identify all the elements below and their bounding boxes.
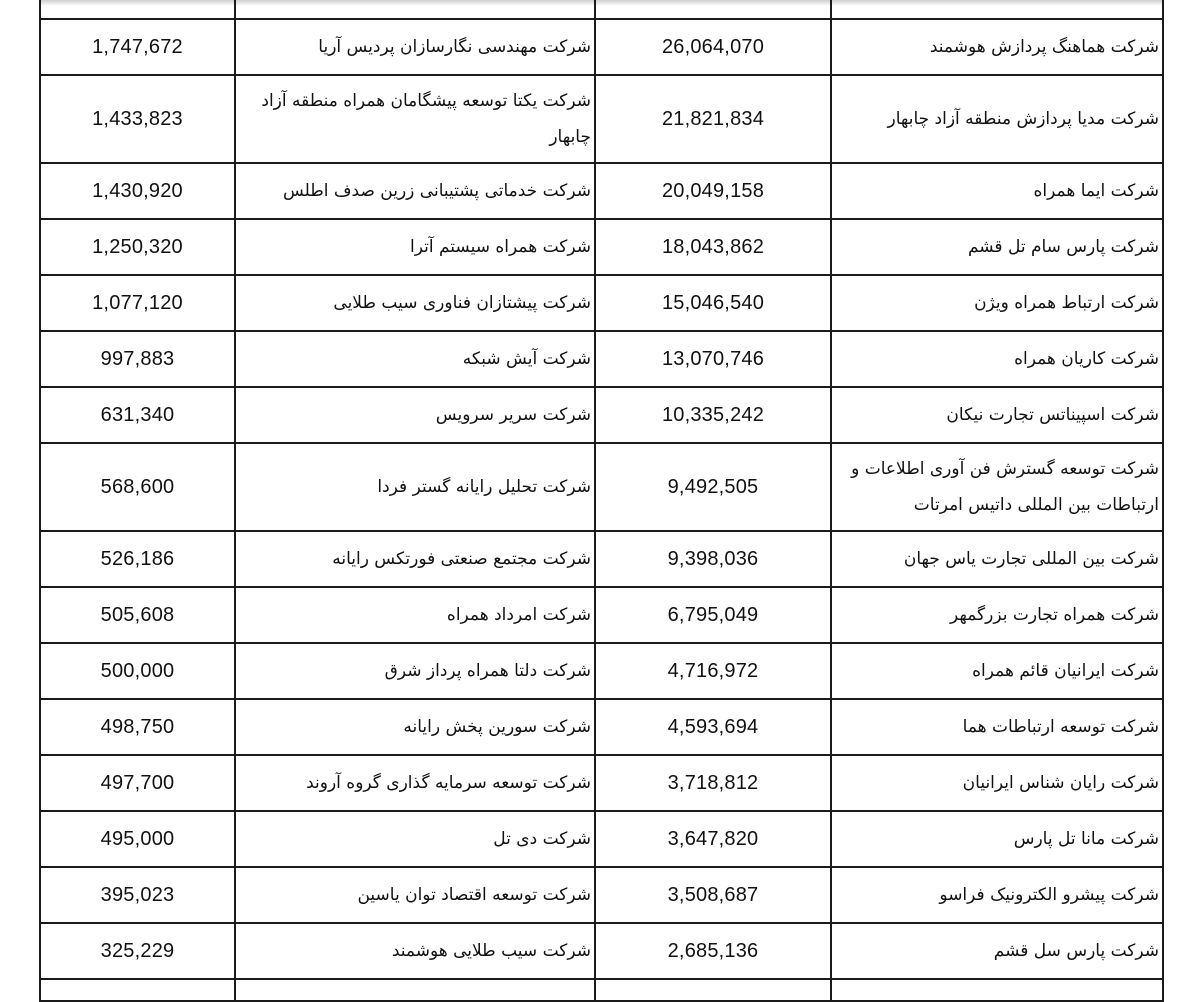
- company-name-cell: شرکت مدیا پردازش منطقه آزاد چابهار: [831, 75, 1163, 163]
- company-name-cell: شرکت اسپیناتس تجارت نیکان: [831, 387, 1163, 443]
- table-row: [40, 755, 1163, 811]
- table-row: [40, 0, 1163, 19]
- company-name-cell: شرکت مجتمع صنعتی فورتکس رایانه: [235, 531, 595, 587]
- company-name-cell: شرکت مهندسی نگارسازان پردیس آریا: [235, 19, 595, 75]
- company-name-cell: شرکت همراه سیستم آترا: [235, 219, 595, 275]
- table-row: [40, 75, 1163, 163]
- company-name-cell: شرکت توسعه ارتباطات هما: [831, 699, 1163, 755]
- company-name-cell: شرکت آیش شبکه: [235, 331, 595, 387]
- amount-cell: 9,398,036: [595, 531, 831, 587]
- company-sales-table: [39, 0, 1164, 1002]
- company-name-cell: شرکت همراه تجارت بزرگمهر: [831, 587, 1163, 643]
- company-name-cell: شرکت ایما همراه: [831, 163, 1163, 219]
- company-name-cell: شرکت سورین پخش رایانه: [235, 699, 595, 755]
- table-row: [40, 699, 1163, 755]
- table-row: [40, 979, 1163, 1001]
- table-row: [40, 587, 1163, 643]
- amount-cell: [595, 979, 831, 1001]
- company-name-cell: [235, 979, 595, 1001]
- company-name-cell: شرکت پیشتازان فناوری سیب طلایی: [235, 275, 595, 331]
- company-name-cell: شرکت یکتا توسعه پیشگامان همراه منطقه آزاد چابهار: [235, 75, 595, 163]
- table-row: [40, 387, 1163, 443]
- amount-cell: 6,795,049: [595, 587, 831, 643]
- amount-cell: 18,043,862: [595, 219, 831, 275]
- table-row: [40, 219, 1163, 275]
- company-name-cell: شرکت توسعه سرمایه گذاری گروه آروند: [235, 755, 595, 811]
- company-name-cell: شرکت سیب طلایی هوشمند: [235, 923, 595, 979]
- company-name-cell: شرکت رایان شناس ایرانیان: [831, 755, 1163, 811]
- company-name-cell: شرکت پارس سام تل قشم: [831, 219, 1163, 275]
- table-row: [40, 275, 1163, 331]
- amount-cell: 505,608: [40, 587, 235, 643]
- company-name-cell: شرکت ارتباط همراه ویژن: [831, 275, 1163, 331]
- amount-cell: 4,593,694: [595, 699, 831, 755]
- table-row: [40, 19, 1163, 75]
- amount-cell: 1,433,823: [40, 75, 235, 163]
- amount-cell: 1,077,120: [40, 275, 235, 331]
- amount-cell: 526,186: [40, 531, 235, 587]
- amount-cell: [595, 0, 831, 19]
- company-name-cell: شرکت مانا تل پارس: [831, 811, 1163, 867]
- company-name-cell: شرکت پیشرو الکترونیک فراسو: [831, 867, 1163, 923]
- amount-cell: 21,821,834: [595, 75, 831, 163]
- company-name-cell: شرکت توسعه اقتصاد توان یاسین: [235, 867, 595, 923]
- amount-cell: 9,492,505: [595, 443, 831, 531]
- amount-cell: 26,064,070: [595, 19, 831, 75]
- company-name-cell: شرکت پارس سل قشم: [831, 923, 1163, 979]
- table-row: [40, 923, 1163, 979]
- company-name-cell: شرکت تحلیل رایانه گستر فردا: [235, 443, 595, 531]
- amount-cell: 13,070,746: [595, 331, 831, 387]
- amount-cell: 1,747,672: [40, 19, 235, 75]
- document-sheet: [39, 0, 1162, 962]
- company-name-cell: [831, 0, 1163, 19]
- company-name-cell: شرکت خدماتی پشتیبانی زرین صدف اطلس: [235, 163, 595, 219]
- amount-cell: 3,508,687: [595, 867, 831, 923]
- amount-cell: 497,700: [40, 755, 235, 811]
- amount-cell: 15,046,540: [595, 275, 831, 331]
- company-name-cell: [235, 0, 595, 19]
- table-row: [40, 331, 1163, 387]
- company-name-cell: شرکت دلتا همراه پرداز شرق: [235, 643, 595, 699]
- table-row: [40, 163, 1163, 219]
- table-row: [40, 531, 1163, 587]
- company-name-cell: شرکت توسعه گسترش فن آوری اطلاعات و ارتباطات بین المللی داتیس امرتات: [831, 443, 1163, 531]
- amount-cell: 495,000: [40, 811, 235, 867]
- amount-cell: 1,250,320: [40, 219, 235, 275]
- company-name-cell: شرکت دی تل: [235, 811, 595, 867]
- company-name-cell: شرکت بین المللی تجارت یاس جهان: [831, 531, 1163, 587]
- amount-cell: [40, 979, 235, 1001]
- company-name-cell: شرکت هماهنگ پردازش هوشمند: [831, 19, 1163, 75]
- amount-cell: 498,750: [40, 699, 235, 755]
- company-name-cell: شرکت سریر سرویس: [235, 387, 595, 443]
- table-row: [40, 811, 1163, 867]
- amount-cell: 631,340: [40, 387, 235, 443]
- amount-cell: 20,049,158: [595, 163, 831, 219]
- table-row: [40, 643, 1163, 699]
- company-name-cell: [831, 979, 1163, 1001]
- amount-cell: 1,430,920: [40, 163, 235, 219]
- company-name-cell: شرکت کاریان همراه: [831, 331, 1163, 387]
- amount-cell: 395,023: [40, 867, 235, 923]
- amount-cell: 500,000: [40, 643, 235, 699]
- company-name-cell: شرکت ایرانیان قائم همراه: [831, 643, 1163, 699]
- amount-cell: 10,335,242: [595, 387, 831, 443]
- table-row: [40, 867, 1163, 923]
- amount-cell: 3,718,812: [595, 755, 831, 811]
- table-row: [40, 443, 1163, 531]
- amount-cell: 3,647,820: [595, 811, 831, 867]
- amount-cell: 997,883: [40, 331, 235, 387]
- amount-cell: 4,716,972: [595, 643, 831, 699]
- amount-cell: 568,600: [40, 443, 235, 531]
- amount-cell: 325,229: [40, 923, 235, 979]
- amount-cell: [40, 0, 235, 19]
- company-name-cell: شرکت امرداد همراه: [235, 587, 595, 643]
- amount-cell: 2,685,136: [595, 923, 831, 979]
